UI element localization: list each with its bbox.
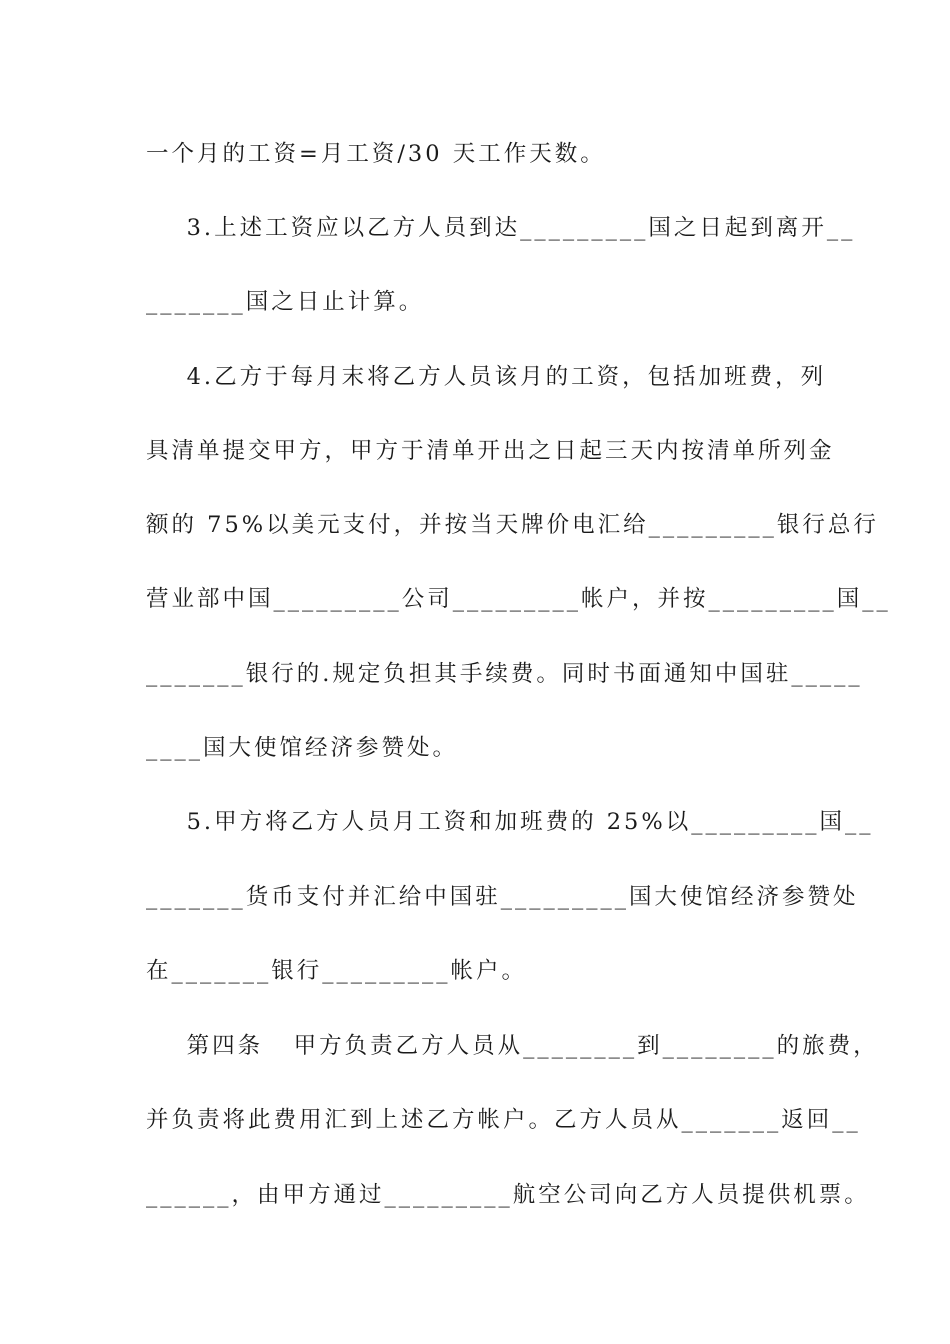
text-line: 4.乙方于每月末将乙方人员该月的工资，包括加班费，列 — [146, 364, 827, 390]
text-line: 5.甲方将乙方人员月工资和加班费的 25%以_________国__ — [146, 809, 874, 835]
text-line: 并负责将此费用汇到上述乙方帐户。乙方人员从_______返回__ — [146, 1107, 861, 1133]
text-line: _______银行的.规定负担其手续费。同时书面通知中国驻_____ — [146, 661, 863, 687]
text-line: _______货币支付并汇给中国驻_________国大使馆经济参赞处 — [146, 884, 859, 910]
text-line: 在_______银行_________帐户。 — [146, 958, 528, 984]
text-line: 营业部中国_________公司_________帐户，并按_________国__ — [146, 586, 891, 612]
text-line: ____国大使馆经济参赞处。 — [146, 735, 459, 761]
text-line: ______，由甲方通过_________航空公司向乙方人员提供机票。 — [146, 1182, 870, 1208]
text-line: 第四条 甲方负责乙方人员从________到________的旅费， — [146, 1033, 879, 1059]
text-line: 3.上述工资应以乙方人员到达_________国之日起到离开__ — [146, 215, 856, 241]
text-line: 一个月的工资=月工资/30 天工作天数。 — [146, 141, 606, 167]
text-line: _______国之日止计算。 — [146, 289, 425, 315]
text-line: 额的 75%以美元支付，并按当天牌价电汇给_________银行总行 — [146, 512, 879, 538]
text-line: 具清单提交甲方，甲方于清单开出之日起三天内按清单所列金 — [146, 438, 835, 464]
